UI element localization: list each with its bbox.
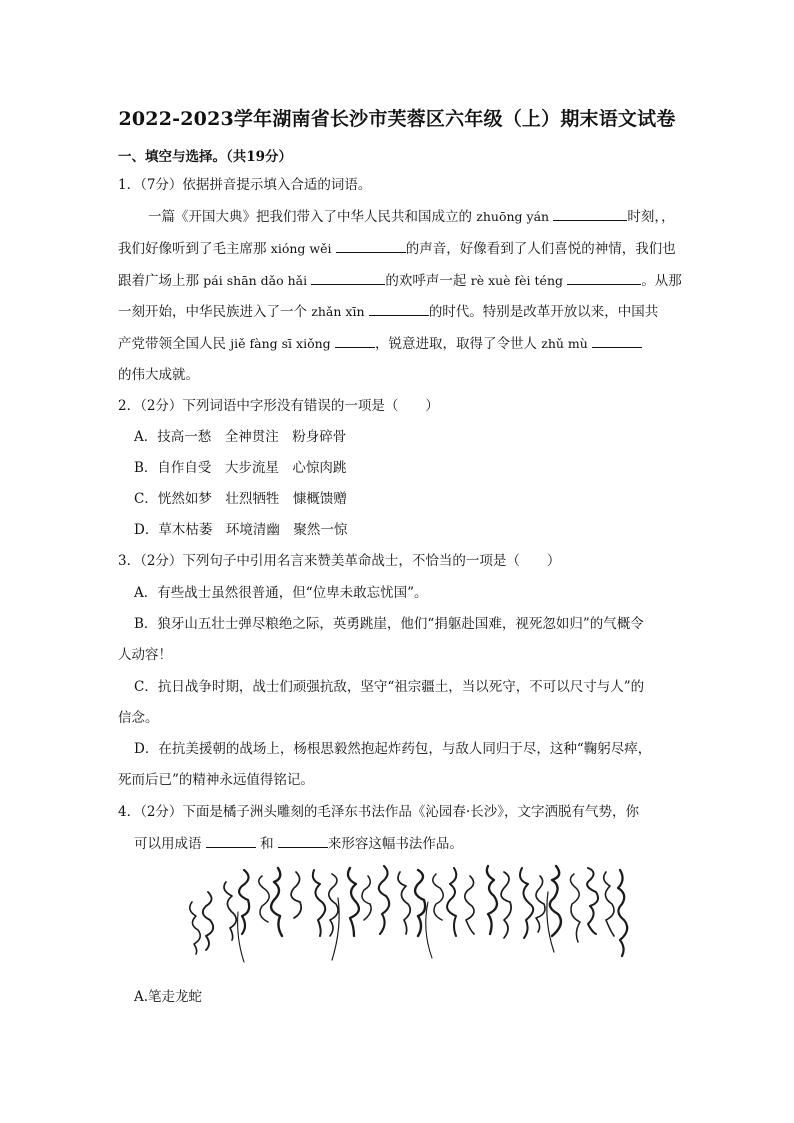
page-title: 2022-2023学年湖南省长沙市芙蓉区六年级（上）期末语文试卷: [118, 108, 676, 130]
question-1-stem: 1．（7分）依据拼音提示填入合适的词语。: [118, 177, 372, 193]
blank-7[interactable]: [592, 333, 642, 348]
calligraphy-artwork: [178, 862, 636, 978]
blank-idiom-1[interactable]: [206, 833, 256, 848]
q1-line-5: 产党带领全国人民 jiě fàng sī xiǒng ，锐意进取，取得了令世人 zhǔ mù: [118, 333, 676, 353]
q1-line-1: 一篇《开国大典》把我们带入了中华人民共和国成立的 zhuōng yán 时刻，，: [148, 206, 676, 226]
q1-line-2: 我们好像听到了毛主席那 xióng wěi 的声音，好像看到了人们喜悦的神情，我们也: [118, 238, 676, 258]
q4-option-a[interactable]: A.笔走龙蛇: [134, 989, 203, 1005]
q1-line-4: 一刻开始，中华民族进入了一个 zhǎn xīn 的时代。特别是改革开放以来，中国共: [118, 301, 676, 321]
section-heading: 一、填空与选择。（共19分）: [118, 149, 293, 165]
q3-option-d-cont: 死而后已”的精神永远值得铭记。: [118, 772, 314, 788]
blank-3[interactable]: [311, 270, 385, 285]
q2-option-a[interactable]: A．技高一愁 全神贯注 粉身碎骨: [134, 429, 347, 445]
q3-option-b[interactable]: B．狼牙山五壮士弹尽粮绝之际，英勇跳崖，他们“捐躯赴国难，视死忽如归”的气概令: [134, 616, 644, 632]
q3-option-b-cont: 人动容！: [118, 647, 172, 663]
question-3-stem: 3．（2分）下列句子中引用名言来赞美革命战士，不恰当的一项是（ ）: [118, 553, 561, 569]
blank-6[interactable]: [335, 333, 375, 348]
blank-idiom-2[interactable]: [278, 833, 328, 848]
blank-2[interactable]: [336, 238, 406, 253]
q3-option-c-cont: 信念。: [118, 710, 159, 726]
question-4-stem-cont: 可以用成语 和 来形容这幅书法作品。: [134, 833, 692, 853]
blank-4[interactable]: [567, 270, 641, 285]
q2-option-b[interactable]: B．自作自受 大步流星 心惊肉跳: [134, 460, 347, 476]
q1-line-3: 跟着广场上那 pái shān dǎo hǎi 的欢呼声一起 rè xuè fèi téng 。从那: [118, 270, 676, 290]
q3-option-c[interactable]: C．抗日战争时期，战士们顽强抗敌，坚守“祖宗疆土，当以死守，不可以尺寸与人”的: [134, 679, 645, 695]
q3-option-a[interactable]: A．有些战士虽然很普通，但“位卑未敢忘忧国”。: [134, 585, 428, 601]
q2-option-c[interactable]: C．恍然如梦 壮烈牺牲 慷概馈赠: [134, 491, 347, 507]
blank-5[interactable]: [369, 301, 429, 316]
blank-1[interactable]: [553, 206, 627, 221]
q1-line-6: 的伟大成就。: [118, 367, 199, 383]
question-2-stem: 2．（2分）下列词语中字形没有错误的一项是（ ）: [118, 398, 439, 414]
q2-option-d[interactable]: D．草木枯萎 环境清幽 聚然一惊: [134, 522, 348, 538]
q3-option-d[interactable]: D．在抗美援朝的战场上，杨根思毅然抱起炸药包，与敌人同归于尽，这种“鞠躬尽瘁，: [134, 741, 652, 757]
question-4-stem: 4．（2分）下面是橘子洲头雕刻的毛泽东书法作品《沁园春·长沙》，文字洒脱有气势，你: [118, 804, 639, 820]
